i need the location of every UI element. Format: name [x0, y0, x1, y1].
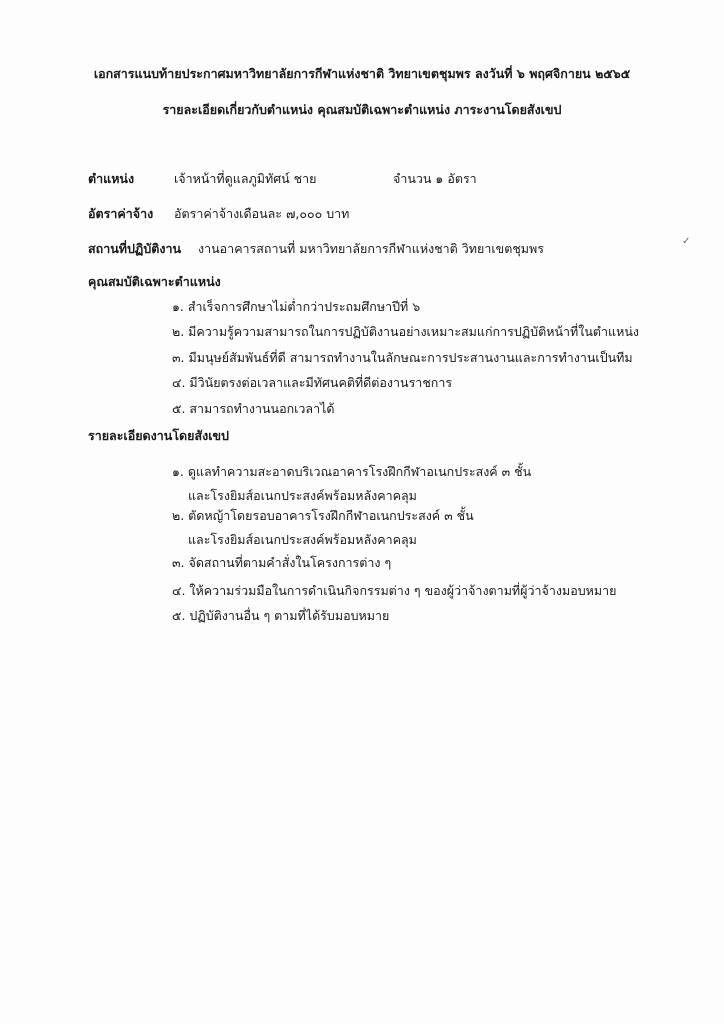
wage-label: อัตราค่าจ้าง: [88, 206, 154, 221]
qualification-item: ๒. มีความรู้ความสามารถในการปฏิบัติงานอย่างเหมาะสมแก่การปฏิบัติหน้าที่ในตำแหน่ง: [172, 324, 639, 339]
document-title: เอกสารแนบท้ายประกาศมหาวิทยาลัยการกีฬาแห่งชาติ วิทยาเขตชุมพร ลงวันที่ ๖ พฤศจิกายน ๒๕๖๕: [93, 66, 631, 81]
wage-value: อัตราค่าจ้างเดือนละ ๗,๐๐๐ บาท: [174, 206, 350, 221]
qualification-item: ๑. สำเร็จการศึกษาไม่ต่ำกว่าประถมศึกษาปีที่ ๖: [172, 299, 421, 314]
duty-item-continuation: และโรงยิมส์อเนกประสงค์พร้อมหลังคาคลุม: [188, 532, 417, 547]
duty-item: ๓. จัดสถานที่ตามคำสั่งในโครงการต่าง ๆ: [172, 555, 392, 570]
workplace-label: สถานที่ปฏิบัติงาน: [88, 241, 182, 256]
document-subtitle: รายละเอียดเกี่ยวกับตำแหน่ง คุณสมบัติเฉพาะตำแหน่ง ภาระงานโดยสังเขป: [162, 102, 562, 117]
qualification-item: ๓. มีมนุษย์สัมพันธ์ที่ดี สามารถทำงานในลักษณะการประสานงานและการทำงานเป็นทีม: [172, 350, 633, 365]
scan-mark: ✓: [682, 236, 691, 247]
position-label: ตำแหน่ง: [88, 171, 135, 186]
duty-item: ๔. ให้ความร่วมมือในการดำเนินกิจกรรมต่าง ๆ ของผู้ว่าจ้างตามที่ผู้ว่าจ้างมอบหมาย: [172, 583, 617, 598]
duty-item-continuation: และโรงยิมส์อเนกประสงค์พร้อมหลังคาคลุม: [188, 488, 417, 503]
duty-item: ๑. ดูแลทำความสะอาดบริเวณอาคารโรงฝึกกีฬาอเนกประสงค์ ๓ ชั้น: [172, 464, 532, 479]
duty-item: ๒. ตัดหญ้าโดยรอบอาคารโรงฝึกกีฬาอเนกประสงค์ ๓ ชั้น: [172, 508, 474, 523]
position-value: เจ้าหน้าที่ดูแลภูมิทัศน์ ชาย: [174, 171, 317, 186]
duty-item: ๕. ปฏิบัติงานอื่น ๆ ตามที่ได้รับมอบหมาย: [172, 608, 390, 623]
qualifications-heading: คุณสมบัติเฉพาะตำแหน่ง: [88, 274, 221, 289]
duties-heading: รายละเอียดงานโดยสังเขป: [88, 428, 229, 443]
workplace-value: งานอาคารสถานที่ มหาวิทยาลัยการกีฬาแห่งชาติ วิทยาเขตชุมพร: [198, 241, 544, 256]
qualification-item: ๕. สามารถทำงานนอกเวลาได้: [172, 401, 335, 416]
qualification-item: ๔. มีวินัยตรงต่อเวลาและมีทัศนคติที่ดีต่องานราชการ: [172, 375, 453, 390]
position-count: จำนวน ๑ อัตรา: [393, 171, 477, 186]
